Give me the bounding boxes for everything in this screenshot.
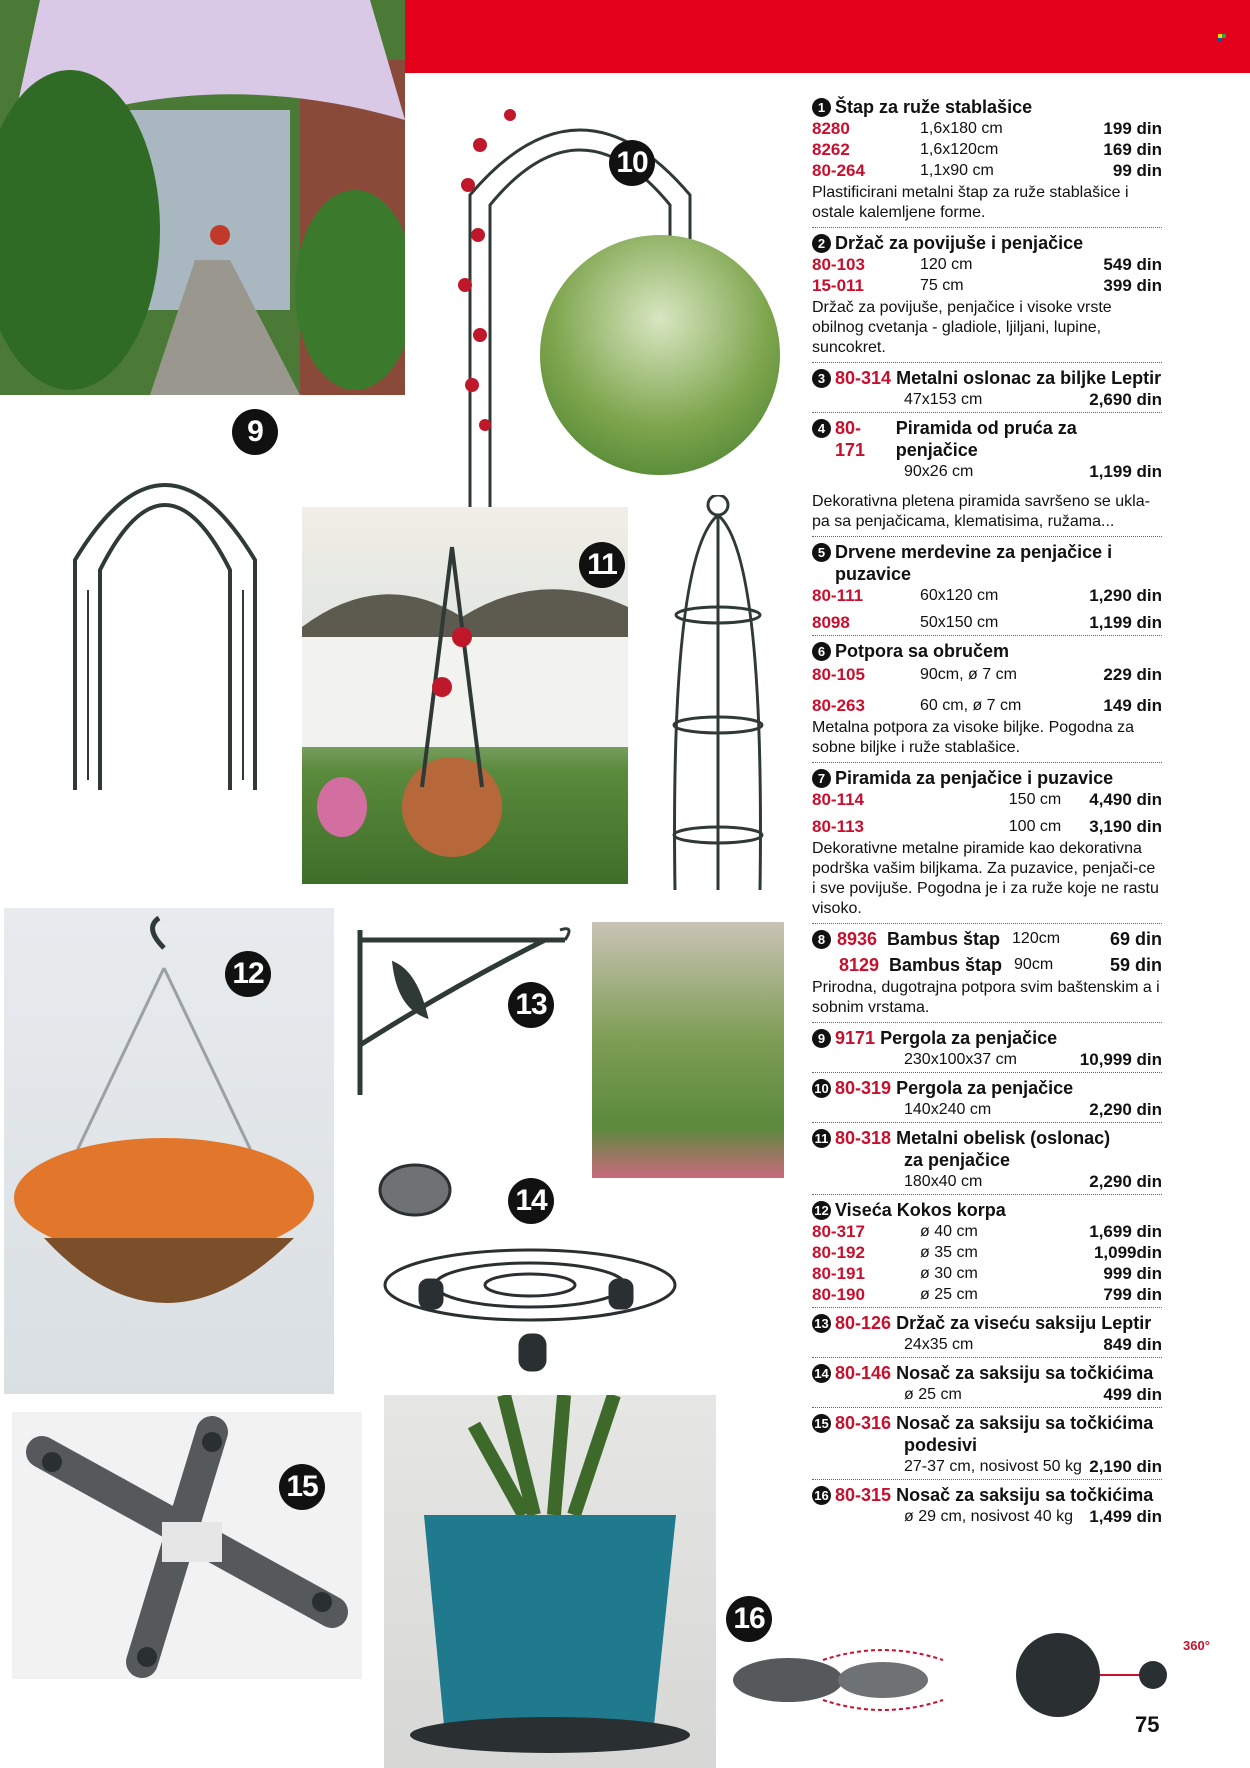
adjustable-caddy-15-image [12, 1412, 362, 1679]
brand-dots-icon [1218, 34, 1226, 42]
price-row: 80-111 60x120 cm 1,290 din [812, 586, 1162, 605]
pergola-garden-photo [540, 235, 780, 475]
product-title: Piramida od pruća za penjačice [895, 418, 1077, 460]
pot-photo [384, 1395, 716, 1768]
product-title: Pergola za penjačice [896, 1078, 1074, 1098]
price-row: ø 29 cm, nosivost 40 kg 1,499 din [904, 1507, 1162, 1526]
product-code: 80-316 [835, 1413, 892, 1433]
price-row: 230x100x37 cm 10,999 din [904, 1050, 1162, 1069]
price-row: ø 25 cm 499 din [904, 1385, 1162, 1404]
product-8: 8 8936 Bambus štap 120cm 69 din 8129 Bambus štap 90cm 59 din Prirodna, dugotrajna potpora svim baštenskim a i sobnim vrstama. [812, 928, 1162, 1023]
number-icon: 7 [812, 769, 831, 788]
number-icon: 16 [812, 1486, 831, 1505]
product-12 [812, 1199, 1162, 1308]
rotation-label: 360° [1183, 1638, 1210, 1653]
obelisk-11-image [660, 495, 770, 890]
product-description: Plastificirani metalni štap za ruže stablašice i ostale kalemljene forme. [812, 184, 1129, 221]
price-row: 8262 1,6x120cm 169 din [812, 140, 1162, 159]
badge-9: 9 [232, 409, 278, 455]
price-row: 80-105 90cm, ø 7 cm 229 din [812, 665, 1162, 684]
garden-arch-photo [0, 0, 405, 395]
product-title: Nosač za saksiju sa točkićima [896, 1485, 1154, 1505]
product-title: Metalni oslonac za biljke Leptir [896, 368, 1162, 388]
number-icon: 12 [812, 1201, 831, 1220]
product-code: 80-146 [835, 1363, 892, 1383]
pergola-9-image [60, 420, 270, 795]
product-description: Držač za povijuše, penjačice i visoke vrste obilnog cvetanja - gladiole, ljiljani, lupine, suncokret. [812, 299, 1112, 356]
price-row: 80-264 1,1x90 cm 99 din [812, 161, 1162, 180]
product-code: 80-319 [835, 1078, 892, 1098]
product-title: Potpora sa obručem [835, 641, 1010, 661]
product-list [812, 96, 1162, 1533]
number-icon: 2 [812, 234, 831, 253]
price-row: 90x26 cm 1,199 din [904, 462, 1162, 481]
product-description: Metalna potpora za visoke biljke. Pogodna za sobne biljke i ruže stablašice. [812, 719, 1134, 756]
product-code: 80-171 [835, 418, 866, 460]
product-title-line2: za penjačice [904, 1150, 1011, 1170]
product-title: Metalni obelisk (oslonac) [896, 1128, 1111, 1148]
badge-13: 13 [508, 982, 554, 1028]
product-description: Prirodna, dugotrajna potpora svim baštenskim a i sobnim vrstama. [812, 979, 1160, 1016]
badge-11: 11 [579, 542, 625, 588]
product-title: Drvene merdevine za penjačice i puzavice [835, 542, 1113, 584]
number-icon: 9 [812, 1029, 831, 1048]
page-number: 75 [1135, 1712, 1160, 1737]
bracket-garden-photo [592, 922, 784, 1178]
product-5 [812, 541, 1162, 636]
price-row: 80-103 120 cm 549 din [812, 255, 1162, 274]
price-row: 180x40 cm 2,290 din [904, 1172, 1162, 1191]
number-icon: 5 [812, 543, 831, 562]
number-icon: 6 [812, 642, 831, 661]
product-16 [812, 1484, 1162, 1529]
product-title: Držač za viseću saksiju Leptir [896, 1313, 1152, 1333]
number-icon: 11 [812, 1129, 831, 1148]
product-9 [812, 1027, 1162, 1073]
product-7 [812, 767, 1162, 924]
badge-12: 12 [225, 951, 271, 997]
product-code: 80-126 [835, 1313, 892, 1333]
header-red-bar [405, 0, 1250, 73]
price-row: 80-263 60 cm, ø 7 cm 149 din [812, 696, 1162, 715]
price-row: 47x153 cm 2,690 din [904, 390, 1162, 409]
hanging-basket-photo [4, 908, 334, 1394]
product-title: Nosač za saksiju sa točkićima [896, 1363, 1154, 1383]
badge-16: 16 [726, 1596, 772, 1642]
product-description: Dekorativna pletena piramida savršeno se ukla-pa sa penjačicama, klematisima, ružama... [812, 493, 1150, 530]
price-row: 8098 50x150 cm 1,199 din [812, 613, 1162, 632]
product-code: 9171 [835, 1028, 876, 1048]
product-11 [812, 1127, 1162, 1195]
price-row: 80-190 ø 25 cm 799 din [812, 1285, 1162, 1304]
product-4 [812, 417, 1162, 537]
product-6 [812, 640, 1162, 763]
product-title: Držač za povijuše i penjačice [835, 233, 1084, 253]
product-code: 80-315 [835, 1485, 892, 1505]
price-row: 15-011 75 cm 399 din [812, 276, 1162, 295]
product-title: Piramida za penjačice i puzavice [835, 768, 1114, 788]
product-code: 80-318 [835, 1128, 892, 1148]
number-icon: 15 [812, 1414, 831, 1433]
number-icon: 13 [812, 1314, 831, 1333]
number-icon: 8 [812, 930, 831, 949]
price-row: 8280 1,6x180 cm 199 din [812, 119, 1162, 138]
number-icon: 14 [812, 1364, 831, 1383]
round-caddy-16-image [728, 1630, 1228, 1720]
product-14 [812, 1362, 1162, 1408]
badge-10: 10 [609, 140, 655, 186]
number-icon: 1 [812, 98, 831, 117]
price-row: 80-113 100 cm 3,190 din [812, 817, 1162, 836]
product-title-line2: podesivi [904, 1435, 978, 1455]
number-icon: 4 [812, 419, 831, 438]
price-row: 27-37 cm, nosivost 50 kg 2,190 din [904, 1457, 1162, 1476]
product-1 [812, 96, 1162, 228]
badge-14: 14 [508, 1178, 554, 1224]
product-code: 80-314 [835, 368, 892, 388]
price-row: 80-191 ø 30 cm 999 din [812, 1264, 1162, 1283]
price-row: 80-114 150 cm 4,490 din [812, 790, 1162, 809]
number-icon: 3 [812, 369, 831, 388]
badge-15: 15 [279, 1464, 325, 1510]
product-2 [812, 232, 1162, 363]
product-10 [812, 1077, 1162, 1123]
product-description: Dekorativne metalne piramide kao dekorativna podrška vašim biljkama. Za puzavice, penjači-ce i sve povijuše. Pogodna je i za ruže koje ne rastu visoko. [812, 840, 1159, 917]
price-row: 140x240 cm 2,290 din [904, 1100, 1162, 1119]
product-title: Nosač za saksiju sa točkićima [896, 1413, 1154, 1433]
product-15 [812, 1412, 1162, 1480]
price-row: 24x35 cm 849 din [904, 1335, 1162, 1354]
product-title: Viseća Kokos korpa [835, 1200, 1006, 1220]
price-row: 80-317 ø 40 cm 1,699 din [812, 1222, 1162, 1241]
number-icon: 10 [812, 1079, 831, 1098]
product-3 [812, 367, 1162, 413]
price-row: 80-192 ø 35 cm 1,099din [812, 1243, 1162, 1262]
product-title: Štap za ruže stablašice [835, 97, 1033, 117]
product-13 [812, 1312, 1162, 1358]
product-title: Pergola za penjačice [880, 1028, 1058, 1048]
